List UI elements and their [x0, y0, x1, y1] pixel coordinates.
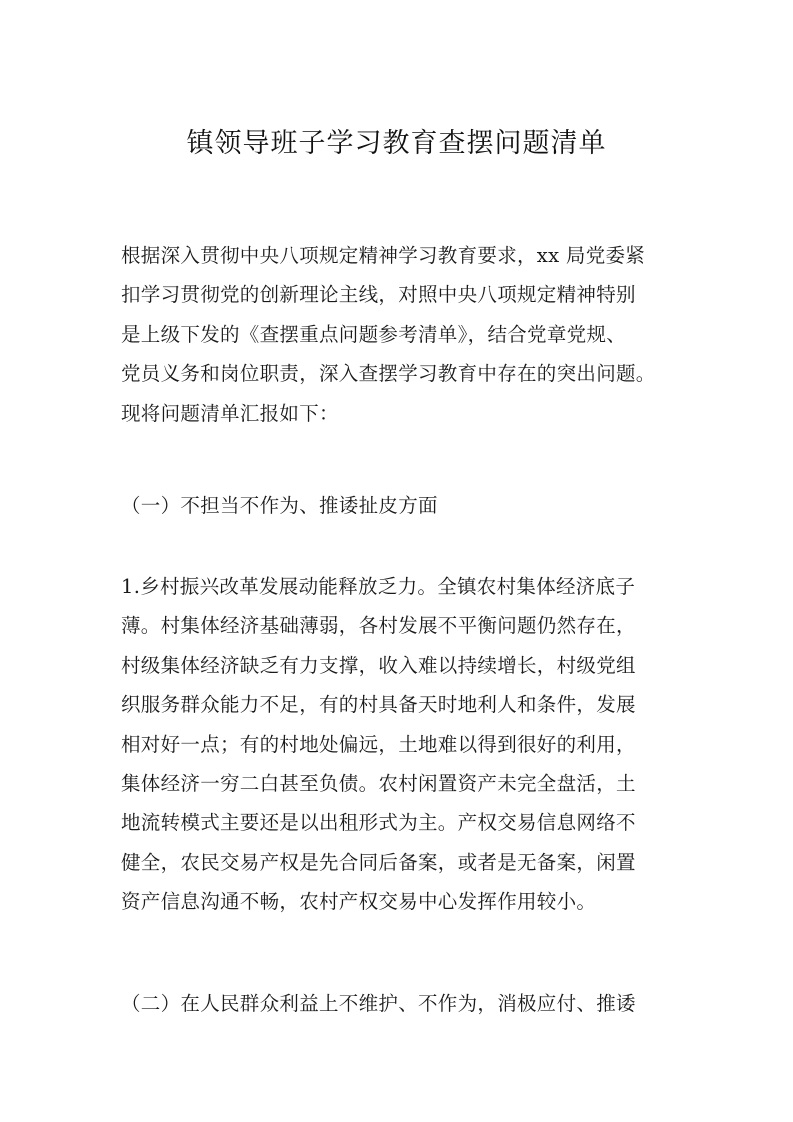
section1-heading-text: （一）不担当不作为、推诿扯皮方面 — [121, 494, 438, 517]
item1-line: 1.乡村振兴改革发展动能释放乏力。全镇农村集体经济底子 — [121, 575, 636, 598]
intro-line: 是上级下发的《查摆重点问题参考清单》，结合党章党规、 — [121, 322, 627, 346]
section2-heading — [121, 984, 681, 1023]
item1-line: 资产信息沟通不畅，农村产权交易中心发挥作用较小。 — [121, 890, 597, 914]
item1-line: 地流转模式主要还是以出租形式为主。产权交易信息网络不 — [121, 811, 636, 835]
intro-line: 党员义务和岗位职责，深入查摆学习教育中存在的突出问题。 — [121, 362, 656, 386]
item1-paragraph — [121, 567, 681, 922]
intro-line: 扣学习贯彻党的创新理论主线，对照中央八项规定精神特别 — [121, 283, 636, 307]
item1-line: 村级集体经济缺乏有力支撑，收入难以持续增长，村级党组 — [121, 653, 636, 677]
item1-line: 织服务群众能力不足，有的村具备天时地利人和条件，发展 — [121, 693, 636, 717]
item1-line: 集体经济一穷二白甚至负债。农村闲置资产未完全盘活，土 — [121, 772, 636, 796]
intro-line: 现将问题清单汇报如下： — [121, 401, 339, 425]
intro-line: 根据深入贯彻中央八项规定精神学习教育要求，xx 局党委紧 — [121, 244, 646, 267]
document-title: 镇领导班子学习教育查摆问题清单 — [186, 128, 607, 159]
section2-heading-text: （二）在人民群众利益上不维护、不作为，消极应付、推诿 — [121, 992, 636, 1015]
intro-paragraph — [121, 236, 681, 433]
item1-line: 薄。村集体经济基础薄弱，各村发展不平衡问题仍然存在， — [121, 614, 636, 638]
section1-heading — [121, 486, 681, 525]
item1-line: 相对好一点；有的村地处偏远，土地难以得到很好的利用， — [121, 732, 636, 756]
item1-line: 健全，农民交易产权是先合同后备案，或者是无备案，闲置 — [121, 850, 636, 874]
